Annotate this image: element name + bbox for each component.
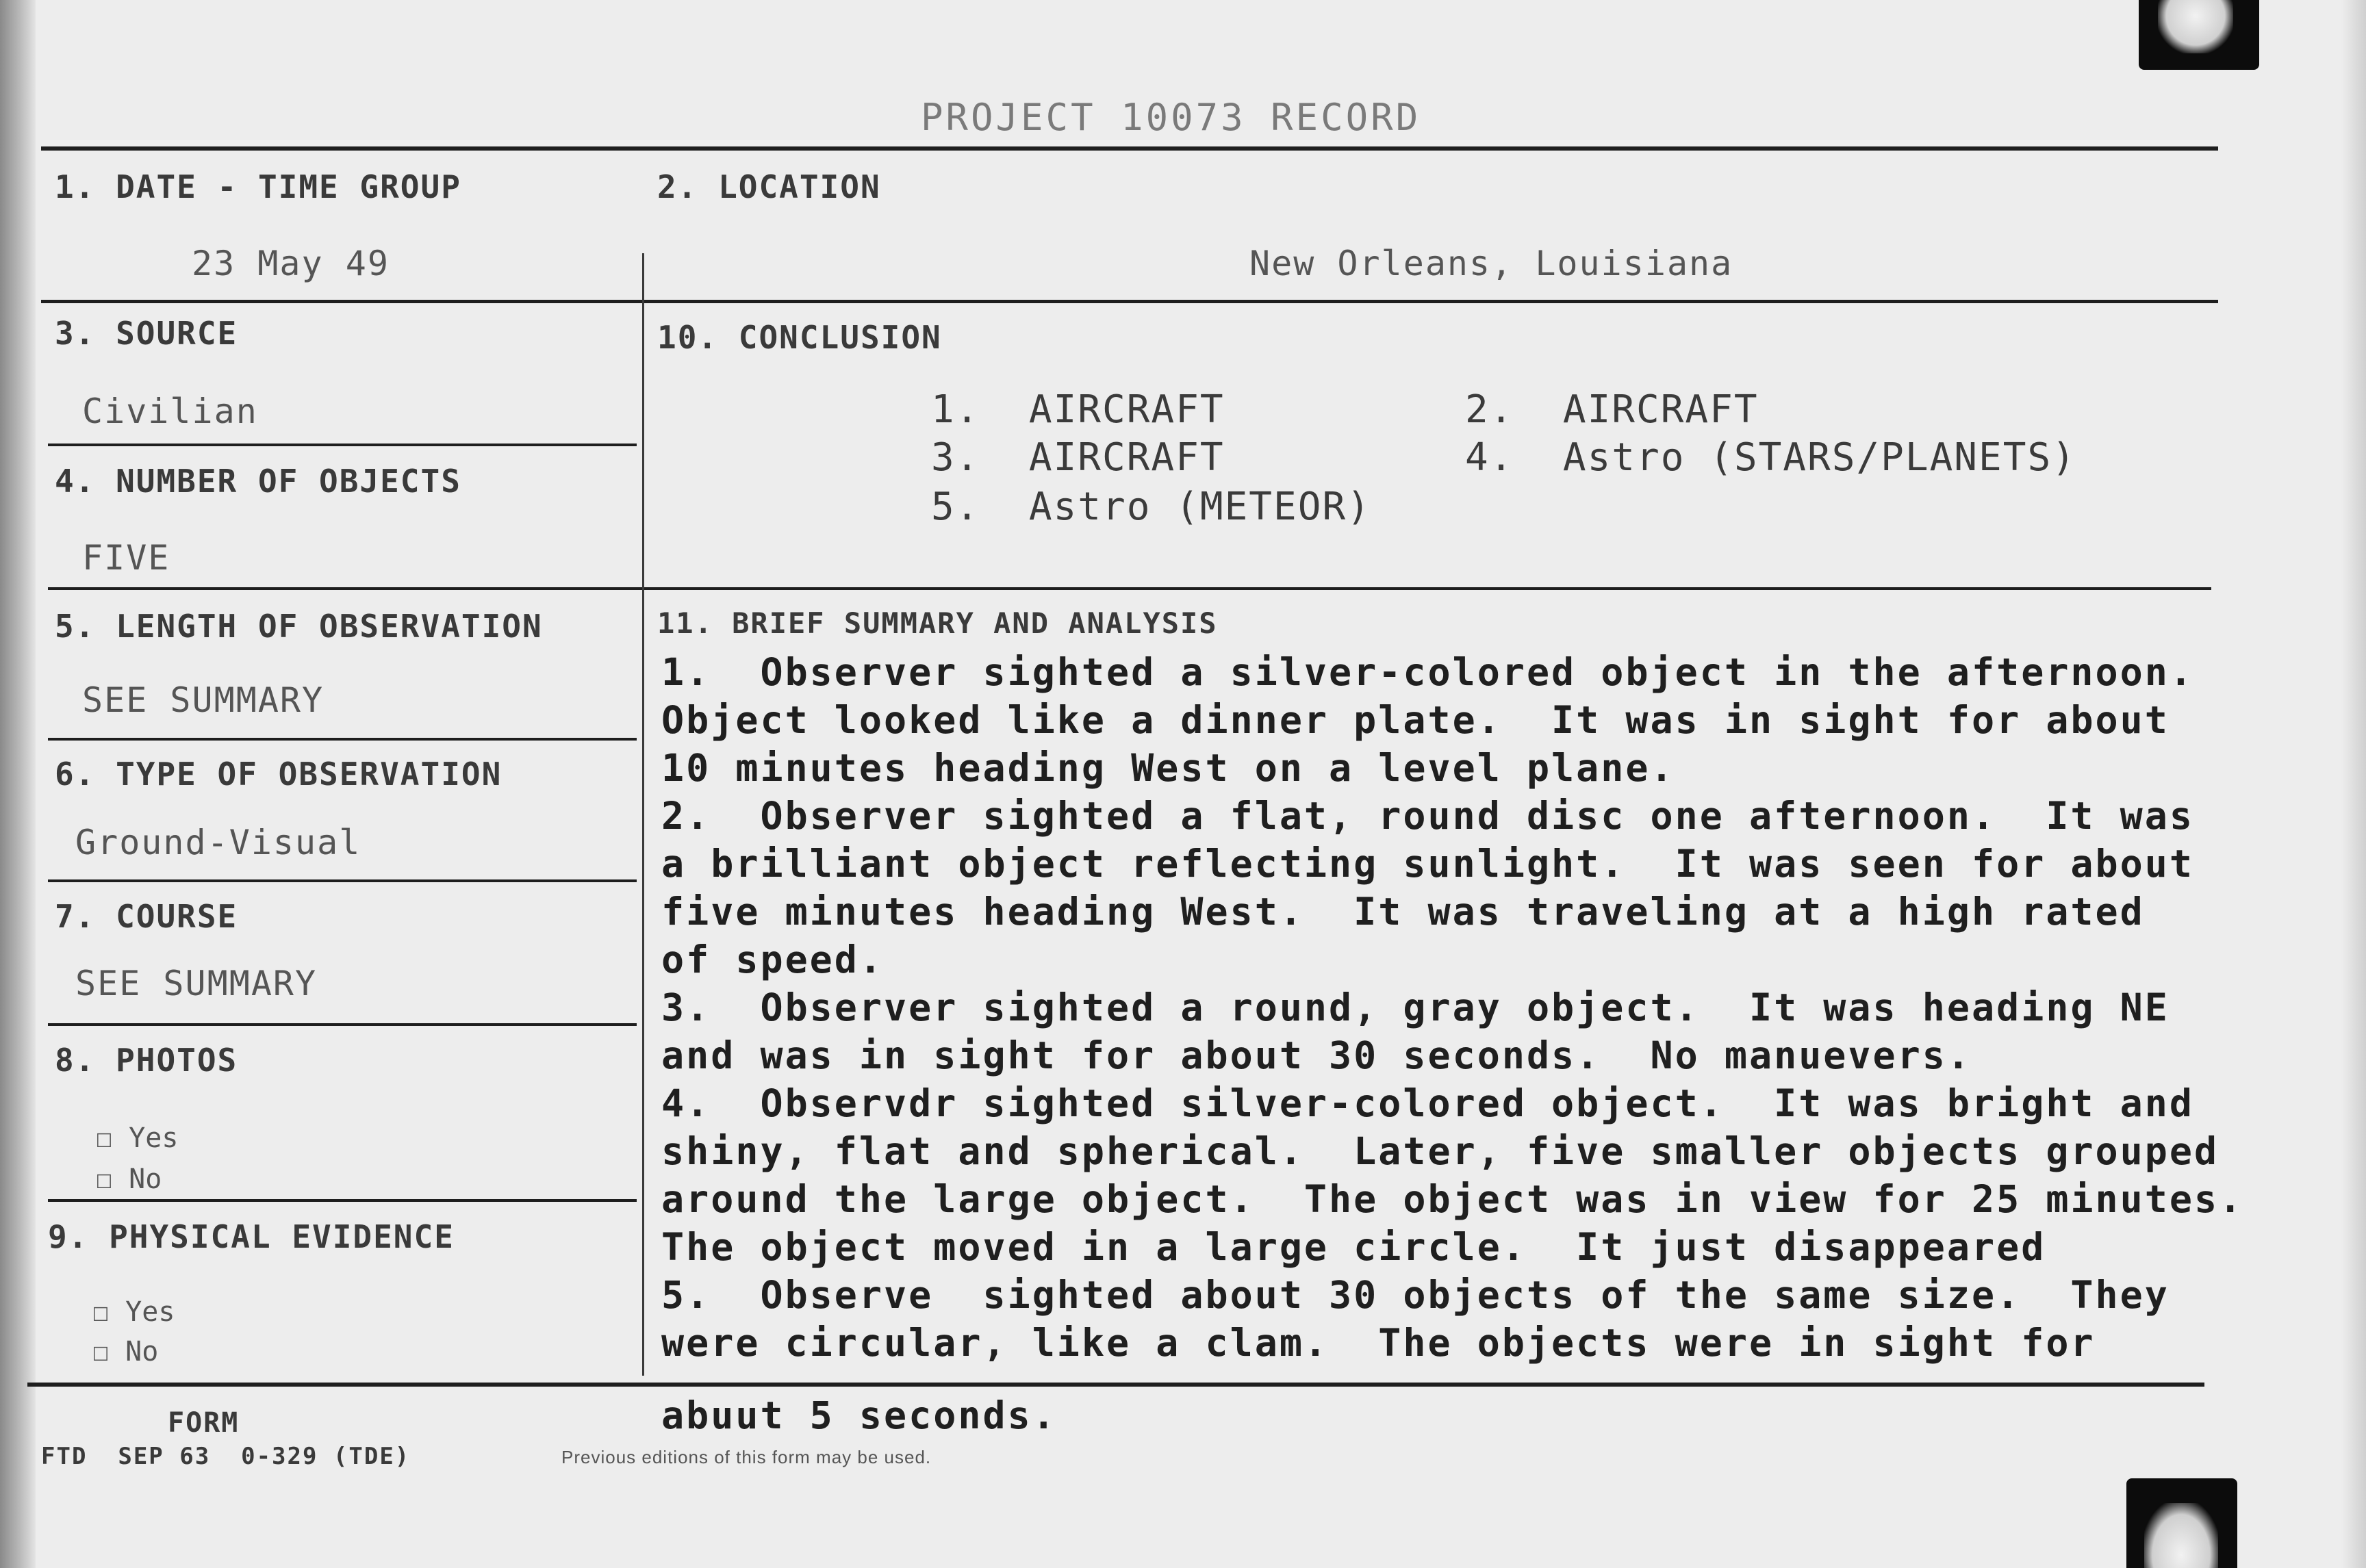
- location-value: New Orleans, Louisiana: [1249, 244, 1733, 283]
- summary-line: 1. Observer sighted a silver-colored object in the afternoon.: [661, 650, 2194, 694]
- form-note: Previous editions of this form may be used.: [561, 1447, 932, 1467]
- rule-left-3: [48, 738, 637, 741]
- date-time-value: 23 May 49: [192, 244, 390, 283]
- type-of-observation-value: Ground-Visual: [75, 823, 361, 862]
- rule-bottom: [27, 1383, 2204, 1387]
- physical-evidence-label: 9. PHYSICAL EVIDENCE: [48, 1218, 455, 1255]
- summary-line: 5. Observe sighted about 30 objects of the same size. They: [661, 1273, 2170, 1317]
- number-of-objects-label: 4. NUMBER OF OBJECTS: [55, 463, 461, 500]
- rule-top: [41, 146, 2218, 151]
- summary-line: were circular, like a clam. The objects were in sight for: [661, 1321, 2096, 1365]
- summary-line: of speed.: [661, 938, 885, 981]
- summary-line: 10 minutes heading West on a level plane.: [661, 746, 1675, 790]
- form-number: FTD SEP 63 0-329 (TDE): [41, 1443, 411, 1470]
- rule-left-4: [48, 879, 637, 882]
- form-label: FORM: [168, 1407, 240, 1439]
- binder-hole-bottom: [2126, 1478, 2237, 1568]
- course-label: 7. COURSE: [55, 898, 238, 935]
- summary-line: 3. Observer sighted a round, gray object. It was heading NE: [661, 986, 2170, 1029]
- photos-yes-checkbox[interactable]: ☐ Yes: [96, 1122, 179, 1154]
- column-divider: [642, 253, 644, 1376]
- length-of-observation-value: SEE SUMMARY: [82, 680, 325, 720]
- rule-left-5: [48, 1023, 637, 1026]
- summary-line: 2. Observer sighted a flat, round disc one afternoon. It was: [661, 794, 2194, 838]
- number-of-objects-value: FIVE: [82, 538, 170, 578]
- summary-line: around the large object. The object was in view for 25 minutes.: [661, 1177, 2244, 1221]
- date-time-label: 1. DATE - TIME GROUP: [55, 168, 461, 205]
- source-value: Civilian: [82, 391, 258, 431]
- conclusion-item-3: 3. AIRCRAFT: [931, 435, 1225, 480]
- form-title: PROJECT 10073 RECORD: [921, 96, 1421, 139]
- summary-line: abuut 5 seconds.: [661, 1393, 1057, 1437]
- scan-left-edge: [0, 0, 36, 1568]
- summary-line: shiny, flat and spherical. Later, five smaller objects grouped: [661, 1129, 2219, 1173]
- summary-line: and was in sight for about 30 seconds. No manuevers.: [661, 1033, 1972, 1077]
- rule-row2: [48, 587, 2211, 590]
- type-of-observation-label: 6. TYPE OF OBSERVATION: [55, 756, 503, 793]
- summary-line: The object moved in a large circle. It just disappeared: [661, 1225, 2046, 1269]
- summary-line: a brilliant object reflecting sunlight. It was seen for about: [661, 842, 2194, 886]
- rule-left-1: [48, 444, 637, 446]
- binder-hole-top: [2139, 0, 2259, 70]
- summary-line: Object looked like a dinner plate. It was in sight for about: [661, 698, 2170, 742]
- conclusion-item-2: 2. AIRCRAFT: [1465, 387, 1759, 432]
- summary-line: five minutes heading West. It was traveling at a high rated: [661, 890, 2145, 934]
- course-value: SEE SUMMARY: [75, 964, 318, 1003]
- physical-evidence-no-checkbox[interactable]: ☐ No: [92, 1336, 159, 1367]
- physical-evidence-yes-checkbox[interactable]: ☐ Yes: [92, 1296, 175, 1328]
- rule-left-6: [48, 1199, 637, 1202]
- photos-label: 8. PHOTOS: [55, 1042, 238, 1079]
- conclusion-label: 10. CONCLUSION: [657, 319, 942, 356]
- summary-label: 11. BRIEF SUMMARY AND ANALYSIS: [657, 606, 1218, 640]
- photos-no-checkbox[interactable]: ☐ No: [96, 1164, 162, 1195]
- length-of-observation-label: 5. LENGTH OF OBSERVATION: [55, 608, 543, 645]
- conclusion-item-1: 1. AIRCRAFT: [931, 387, 1225, 432]
- rule-row1: [41, 300, 2218, 303]
- summary-line: 4. Observdr sighted silver-colored object. It was bright and: [661, 1081, 2194, 1125]
- conclusion-item-5: 5. Astro (METEOR): [931, 485, 1371, 529]
- location-label: 2. LOCATION: [657, 168, 881, 205]
- conclusion-item-4: 4. Astro (STARS/PLANETS): [1465, 435, 2076, 480]
- scan-right-edge: [2341, 0, 2366, 1568]
- source-label: 3. SOURCE: [55, 315, 238, 352]
